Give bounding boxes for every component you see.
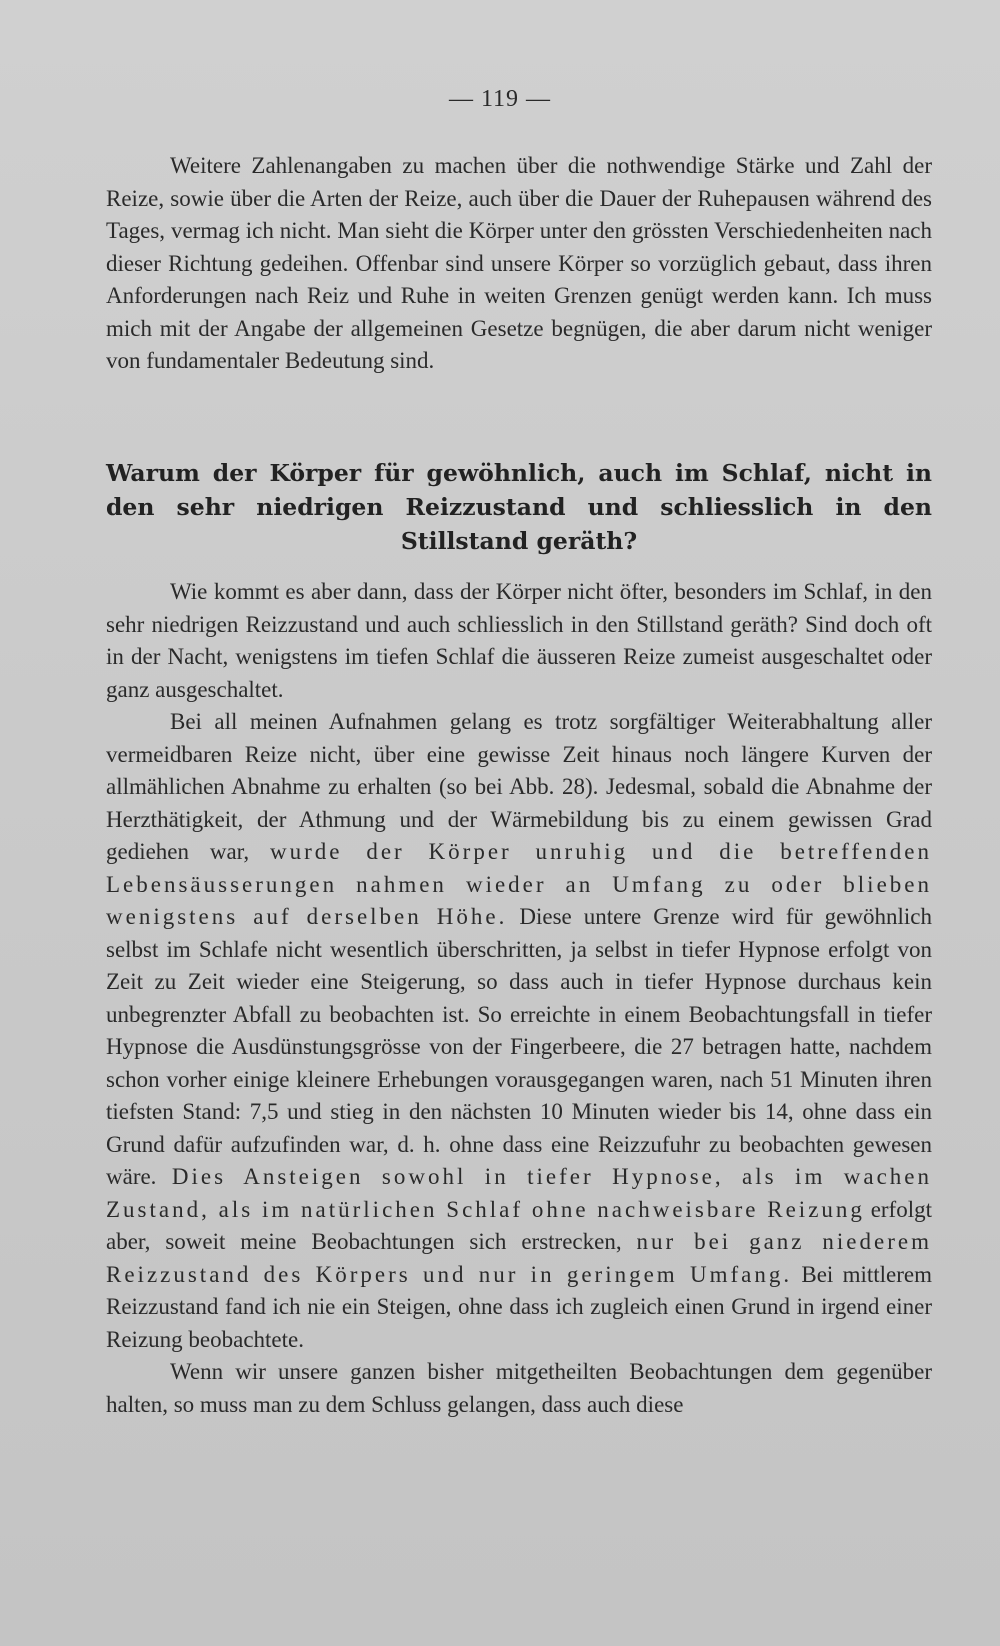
- paragraph-3-part-1: Bei all meinen Aufnahmen gelang es trotz sorgfältiger Weiterabhaltung aller vermeidbaren Reize nicht, über eine gewisse Zeit hinaus noch längere Kurven der allmählichen Abnahme zu erhalten (so bei Abb. 28). Jedesmal, sobald die Abnahme der Herzthätigkeit, der Athmung und der Wärmebildung bis zu einem gewissen Grad gediehen war,: [106, 709, 932, 864]
- paragraph-1: Weitere Zahlenangaben zu machen über die nothwendige Stärke und Zahl der Reize, sowie über die Arten der Reize, auch über die Dauer der Ruhepausen während des Tages, vermag ich nicht. Man sieht die Körper unter den grössten Verschiedenheiten nach dieser Richtung gedeihen. Offenbar sind unsere Körper so vorzüglich gebaut, dass ihren Anforderungen nach Reiz und Ruhe in weiten Grenzen genügt werden kann. Ich muss mich mit der Angabe der allgemeinen Gesetze begnügen, die aber darum nicht weniger von fundamentaler Bedeutung sind.: [106, 153, 932, 373]
- paragraph-3-emphasis-3: nur bei ganz niederem Reizzustand des Körpers und nur in geringem Umfang.: [106, 1229, 932, 1287]
- text-block-2: [106, 576, 932, 1421]
- paragraph-3-part-3: erfolgt aber, soweit meine Beobachtungen sich erstrecken,: [106, 1196, 932, 1254]
- text-block-1: [106, 150, 932, 378]
- page-number: — 119 —: [448, 86, 552, 112]
- paragraph-3: [106, 706, 932, 1356]
- paragraph-2: Wie kommt es aber dann, dass der Körper nicht öfter, besonders im Schlaf, in den sehr niedrigen Reizzustand und auch schliesslich in den Stillstand geräth? Sind doch oft in der Nacht, wenigstens im tiefen Schlaf die äusseren Reize zumeist ausgeschaltet oder ganz ausgeschaltet.: [106, 579, 932, 702]
- paragraph-4: Wenn wir unsere ganzen bisher mitgetheilten Beobachtungen dem gegenüber halten, so muss man zu dem Schluss gelangen, dass auch diese: [106, 1359, 932, 1417]
- paragraph-3-part-2: Diese untere Grenze wird für gewöhnlich selbst im Schlafe nicht wesentlich überschritten, ja selbst in tiefer Hypnose erfolgt von Zeit zu Zeit wieder eine Steigerung, so dass auch in tiefer Hypnose durchaus kein unbegrenzter Abfall zu beobachten ist. So erreichte in einem Beobachtungsfall in tiefer Hypnose die Ausdünstungsgrösse von der Fingerbeere, die 27 betragen hatte, nachdem schon vorher einige kleinere Erhebungen vorausgegangen waren, nach 51 Minuten ihren tiefsten Stand: 7,5 und stieg in den nächsten 10 Minuten wieder bis 14, ohne dass ein Grund dafür aufzufinden war, d. h. ohne dass eine Reizzufuhr zu beobachten gewesen wäre.: [106, 904, 932, 1189]
- paragraph-3-part-4: Bei mittlerem Reizzustand fand ich nie ein Steigen, ohne dass ich zugleich einen Grund in irgend einer Reizung beobachtete.: [106, 1261, 932, 1352]
- paragraph-3-emphasis-2: Dies Ansteigen sowohl in tiefer Hypnose, als im wachen Zustand, als im natürlichen Schlaf ohne nachweisbare Reizung: [106, 1164, 933, 1222]
- paragraph-3-emphasis-1: wurde der Körper unruhig und die betreffenden Lebensäusserungen nahmen wieder an Umfang zu oder blieben wenigstens auf derselben Höhe.: [106, 839, 932, 929]
- section-heading: Warum der Körper für gewöhnlich, auch im Schlaf, nicht in den sehr niedrigen Reizzustand und schliesslich in den Stillstand geräth?: [106, 459, 932, 555]
